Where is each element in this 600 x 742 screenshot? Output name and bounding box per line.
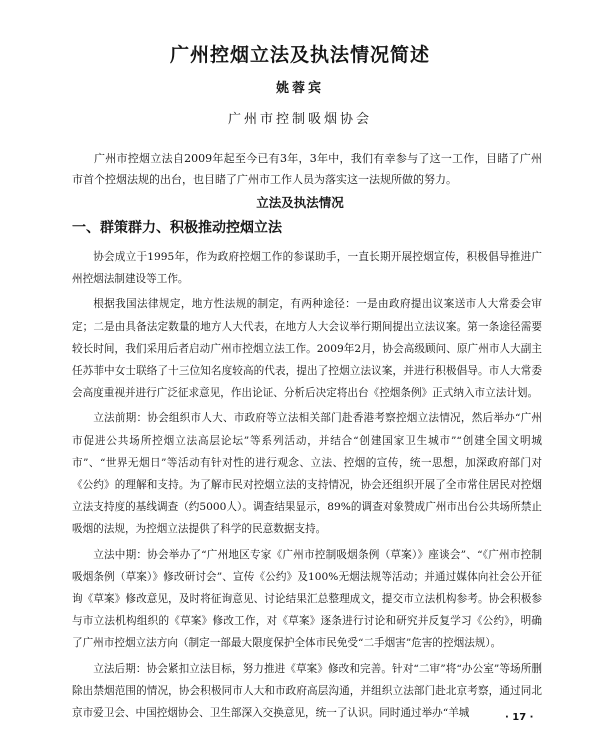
paragraph: 立法前期：协会组织市人大、市政府等立法相关部门赴香港考察控烟立法情况，然后举办“广州市促进公共场所控烟立法高层论坛”等系列活动，并结合“创建国家卫生城市”“创建全国文明城市”、“世界无烟日”等活动有针对性的进行观念、立法、控烟的宣传，统一思想，加深政府部门对《公约》的理解和支持。为了解市民对控烟立法的支持情况，协会还组织开展了全市常住居民对控烟立法支持度的基线调查（约5000人）。调查结果显示，89%的调查对象赞成广州市出台公共场所禁止吸烟的法规，为控烟立法提供了科学的民意数据支持。 [72,412,542,536]
organization-name: 广州市控制吸烟协会 [227,112,372,127]
paragraph: 根据我国法律规定，地方性法规的制定，有两种途径：一是由政府提出议案送市人大常委会审定；二是由具备法定数量的地方人大代表，在地方人大会议举行期间提出立法议案。第一条途径需要较长时间，我们采用后者启动广州市控烟立法工作。2009年2月，协会高级顾问、原广州市人大副主任苏菲中女士联络了十三位知名度较高的代表，提出了控烟立法议案，并进行积极倡导。市人大常委会高度重视并进行广泛征求意见，作出论证、分析后决定将出台《控烟条例》正式纳入市立法计划。 [72,298,542,400]
body-text [72,246,542,727]
document-title: 广州控烟立法及执法情况简述 [169,44,430,66]
intro-paragraph: 广州市控烟立法自2009年起至今已有3年，3年中，我们有幸参与了这一工作，目睹了广州市首个控烟法规的出台，也目睹了广州市工作人员为落实这一法规所做的努力。 [72,152,542,186]
paragraph: 立法后期：协会紧扣立法目标，努力推进《草案》修改和完善。针对“二审”将“办公室”等场所删除出禁烟范围的情况，协会积极同市人大和市政府高层沟通，并组织立法部门赴北京考察，通过同北京市爱卫会、中国控烟协会、卫生部深入交换意见，统一了认识。同时通过举办“羊城 [72,662,542,720]
sub-heading: 一、群策群力、积极推动控烟立法 [72,220,282,236]
paragraph: 协会成立于1995年，作为政府控烟工作的参谋助手，一直长期开展控烟宣传，积极倡导推进广州控烟法制建设等工作。 [72,251,542,286]
page-number: · 17 · [505,712,534,723]
author-name: 姚蓉宾 [275,81,324,96]
section-heading: 立法及执法情况 [256,195,344,210]
paragraph: 立法中期：协会举办了“广州地区专家《广州市控制吸烟条例（草案）》座谈会”、“《广州市控制吸烟条例（草案）》修改研讨会”、宣传《公约》及100%无烟法规等活动；并通过媒体向社会公开征询《草案》修改意见，及时将征询意见、讨论结果汇总整理成文，提交市立法机构参考。协会积极参与市立法机构组织的《草案》修改工作，对《草案》逐条进行讨论和研究并反复学习《公约》，明确了广州市控烟立法方向（制定一部最大限度保护全体市民免受“二手烟害”危害的控烟法规）。 [72,548,542,650]
